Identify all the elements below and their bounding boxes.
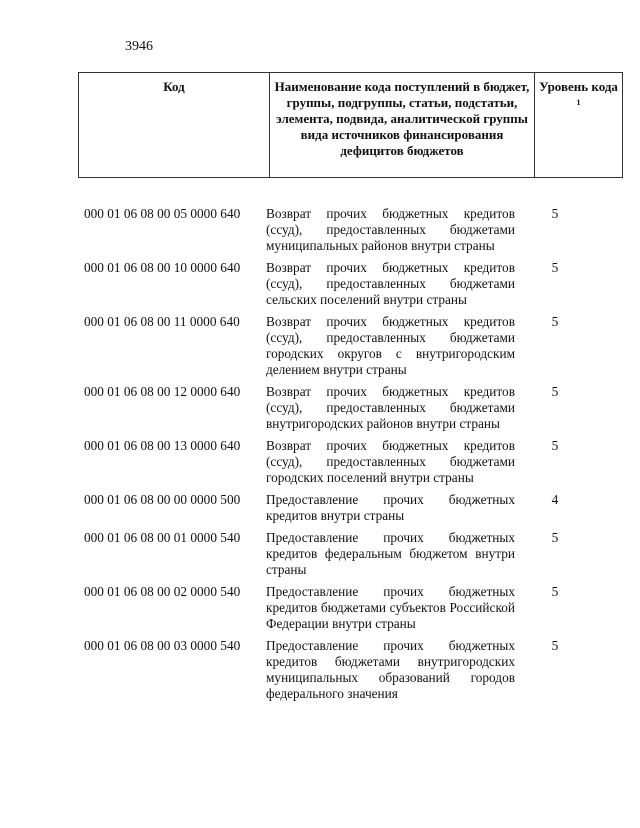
table-header xyxy=(78,72,623,178)
table-row xyxy=(78,438,595,486)
row-code: 000 01 06 08 00 05 0000 640 xyxy=(84,206,241,221)
table-row xyxy=(78,314,595,378)
header-row xyxy=(79,73,623,178)
header-name: Наименование кода поступлений в бюджет, группы, подгруппы, статьи, подстатьи, элемента, подвида, аналитической группы вида источников финансирования дефицитов бюджетов xyxy=(270,73,535,178)
row-name: Предоставление прочих бюджетных кредитов федеральным бюджетом внутри страны xyxy=(266,530,515,577)
row-level: 5 xyxy=(551,384,559,399)
row-level: 5 xyxy=(551,530,559,545)
row-code: 000 01 06 08 00 11 0000 640 xyxy=(84,314,240,329)
table-row xyxy=(78,530,595,578)
row-code: 000 01 06 08 00 12 0000 640 xyxy=(84,384,241,399)
page-number: 3946 xyxy=(125,39,153,54)
row-level: 4 xyxy=(551,492,559,507)
table-row xyxy=(78,384,595,432)
table-row xyxy=(78,584,595,632)
table-row xyxy=(78,638,595,702)
row-name: Возврат прочих бюджетных кредитов (ссуд), предоставленных бюджетами городских поселений внутри страны xyxy=(266,438,515,485)
row-code: 000 01 06 08 00 02 0000 540 xyxy=(84,584,241,599)
row-code: 000 01 06 08 00 10 0000 640 xyxy=(84,260,241,275)
row-level: 5 xyxy=(551,584,559,599)
row-level: 5 xyxy=(551,206,559,221)
table-row xyxy=(78,260,595,308)
footnote-marker: 1 xyxy=(576,98,581,107)
row-name: Предоставление прочих бюджетных кредитов бюджетами внутригородских муниципальных образований городов федерального значения xyxy=(266,638,515,701)
row-code: 000 01 06 08 00 00 0000 500 xyxy=(84,492,241,507)
row-code: 000 01 06 08 00 13 0000 640 xyxy=(84,438,241,453)
row-name: Возврат прочих бюджетных кредитов (ссуд), предоставленных бюджетами городских округов с внутригородским делением внутри страны xyxy=(266,314,515,377)
row-level: 5 xyxy=(551,314,559,329)
header-level xyxy=(535,73,623,178)
row-name: Предоставление прочих бюджетных кредитов внутри страны xyxy=(266,492,515,523)
table-row xyxy=(78,492,595,524)
row-name: Возврат прочих бюджетных кредитов (ссуд), предоставленных бюджетами сельских поселений внутри страны xyxy=(266,260,515,307)
row-level: 5 xyxy=(551,260,559,275)
table-body xyxy=(78,206,595,708)
row-name: Возврат прочих бюджетных кредитов (ссуд), предоставленных бюджетами муниципальных районов внутри страны xyxy=(266,206,515,253)
row-code: 000 01 06 08 00 01 0000 540 xyxy=(84,530,241,545)
table-row xyxy=(78,206,595,254)
row-name: Предоставление прочих бюджетных кредитов бюджетами субъектов Российской Федерации внутри страны xyxy=(266,584,515,631)
header-level-label: Уровень кода xyxy=(539,79,618,94)
row-code: 000 01 06 08 00 03 0000 540 xyxy=(84,638,241,653)
row-name: Возврат прочих бюджетных кредитов (ссуд), предоставленных бюджетами внутригородских районов внутри страны xyxy=(266,384,515,431)
row-level: 5 xyxy=(551,638,559,653)
row-level: 5 xyxy=(551,438,559,453)
header-code: Код xyxy=(79,73,270,178)
